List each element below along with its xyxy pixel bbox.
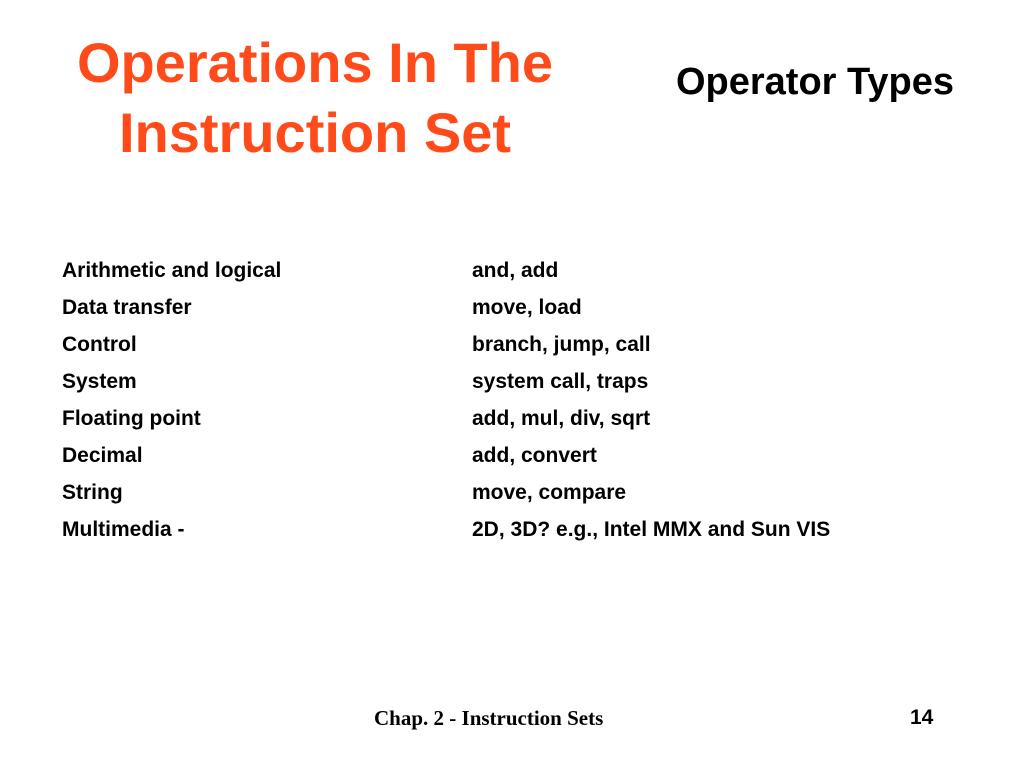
table-row bbox=[62, 363, 962, 400]
operator-type: Control bbox=[62, 332, 137, 356]
table-row bbox=[62, 326, 962, 363]
table-row bbox=[62, 400, 962, 437]
table-row bbox=[62, 474, 962, 511]
footer-chapter-label: Chap. 2 - Instruction Sets bbox=[374, 706, 604, 730]
operator-examples: system call, traps bbox=[472, 369, 649, 393]
table-row bbox=[62, 511, 962, 548]
operator-examples: branch, jump, call bbox=[472, 332, 651, 356]
slide-title-line-1: Operations In The bbox=[76, 31, 554, 94]
page-number: 14 bbox=[910, 706, 934, 729]
operator-type: Data transfer bbox=[62, 295, 192, 319]
table-row bbox=[62, 289, 962, 326]
slide-title-line-2: Instruction Set bbox=[118, 101, 512, 164]
operator-type: String bbox=[62, 480, 123, 504]
operator-examples: 2D, 3D? e.g., Intel MMX and Sun VIS bbox=[472, 517, 831, 541]
operator-examples: move, compare bbox=[472, 480, 627, 504]
operator-examples: add, convert bbox=[472, 443, 597, 467]
operator-type: Arithmetic and logical bbox=[62, 258, 282, 282]
operator-examples: add, mul, div, sqrt bbox=[472, 406, 651, 430]
slide-title bbox=[20, 28, 610, 168]
operator-type: Multimedia - bbox=[62, 517, 185, 541]
operator-examples: and, add bbox=[472, 258, 559, 282]
table-row bbox=[62, 252, 962, 289]
operator-examples: move, load bbox=[472, 295, 582, 319]
operator-type: Decimal bbox=[62, 443, 143, 467]
operator-type: System bbox=[62, 369, 137, 393]
operator-types-table bbox=[62, 252, 962, 548]
slide-subtitle: Operator Types bbox=[675, 61, 955, 103]
table-row bbox=[62, 437, 962, 474]
operator-type: Floating point bbox=[62, 406, 201, 430]
